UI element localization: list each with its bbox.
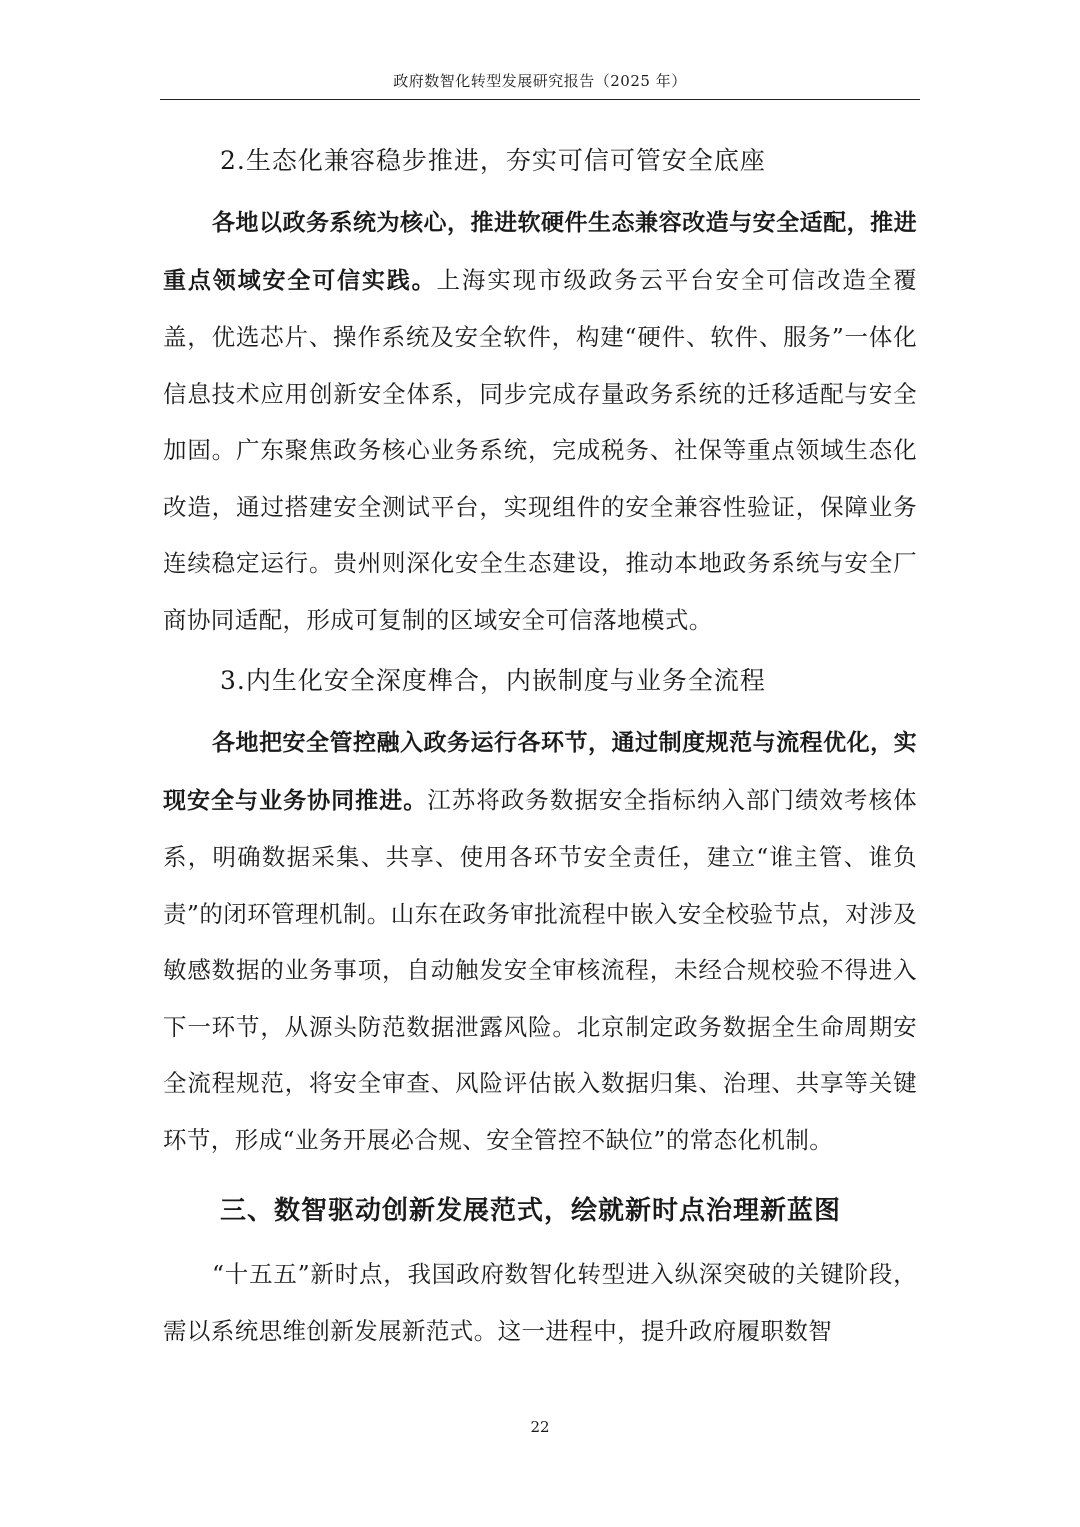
page-number: 22 bbox=[530, 1418, 550, 1436]
section-3-lead: 各地把安全管控融入政务运行各环节，通过制度规范与流程优化，实现安全与业务协同推进。 bbox=[163, 730, 917, 814]
section-2-paragraph bbox=[163, 194, 917, 648]
section-2-heading: 2.生态化兼容稳步推进，夯实可信可管安全底座 bbox=[220, 146, 766, 175]
page-body bbox=[163, 128, 917, 1359]
section-3-body: 江苏将政务数据安全指标纳入部门绩效考核体系，明确数据采集、共享、使用各环节安全责任，建立“谁主管、谁负责”的闭环管理机制。山东在政务审批流程中嵌入安全校验节点，对涉及敏感数据的业务事项，自动触发安全审核流程，未经合规校验不得进入下一环节，从源头防范数据泄露风险。北京制定政务数据全生命周期安全流程规范，将安全审查、风险评估嵌入数据归集、治理、共享等关键环节，形成“业务开展必合规、安全管控不缺位”的常态化机制。 bbox=[163, 785, 917, 1154]
section-2-lead: 各地以政务系统为核心，推进软硬件生态兼容改造与安全适配，推进重点领域安全可信实践。 bbox=[163, 210, 917, 294]
chapter-3-heading: 三、数智驱动创新发展范式，绘就新时点治理新蓝图 bbox=[220, 1196, 842, 1226]
chapter-3-paragraph: “十五五”新时点，我国政府数智化转型进入纵深突破的关键阶段，需以系统思维创新发展新范式。这一进程中，提升政府履职数智 bbox=[163, 1260, 917, 1345]
section-3-paragraph bbox=[163, 714, 917, 1168]
section-3-heading: 3.内生化安全深度榫合，内嵌制度与业务全流程 bbox=[220, 666, 766, 695]
section-2-body: 上海实现市级政务云平台安全可信改造全覆盖，优选芯片、操作系统及安全软件，构建“硬件、软件、服务”一体化信息技术应用创新安全体系，同步完成存量政务系统的迁移适配与安全加固。广东聚焦政务核心业务系统，完成税务、社保等重点领域生态化改造，通过搭建安全测试平台，实现组件的安全兼容性验证，保障业务连续稳定运行。贵州则深化安全生态建设，推动本地政务系统与安全厂商协同适配，形成可复制的区域安全可信落地模式。 bbox=[163, 265, 917, 634]
running-header: 政府数智化转型发展研究报告（2025 年） bbox=[160, 70, 920, 100]
